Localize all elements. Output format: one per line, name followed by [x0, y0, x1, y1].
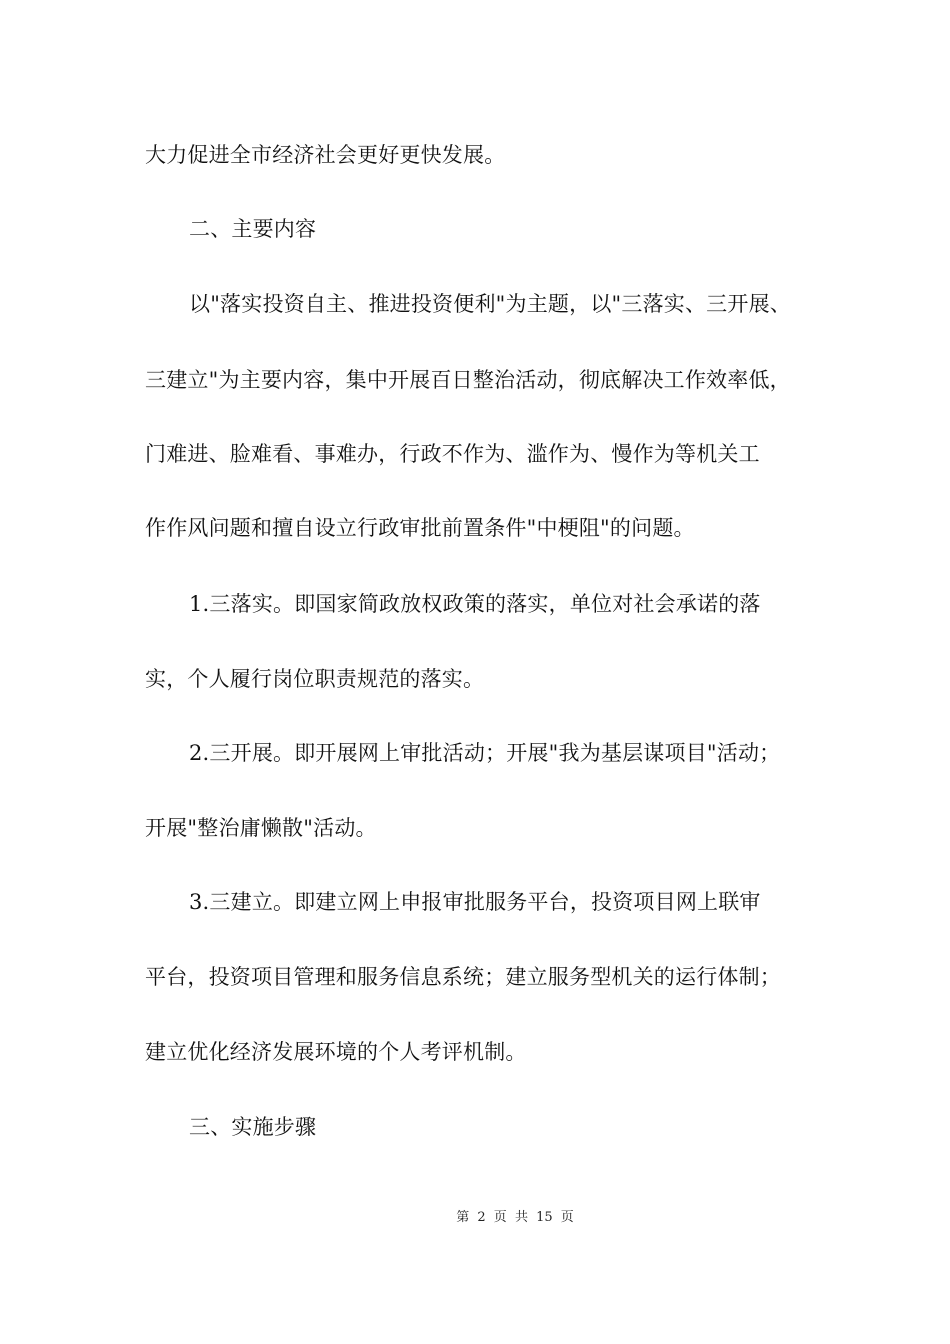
- list-item-line: 平台，投资项目管理和服务信息系统；建立服务型机关的运行体制；: [145, 965, 781, 989]
- list-item-line: 实，个人履行岗位职责规范的落实。: [145, 667, 485, 691]
- list-item-line: 2.三开展。即开展网上审批活动；开展"我为基层谋项目"活动；: [189, 741, 781, 765]
- section-heading: 三、实施步骤: [189, 1115, 317, 1139]
- paragraph-line: 大力促进全市经济社会更好更快发展。: [145, 143, 506, 167]
- footer-suffix: 页: [560, 1210, 574, 1225]
- page-footer: [0, 1209, 950, 1227]
- list-item-line: 1.三落实。即国家简政放权政策的落实，单位对社会承诺的落: [189, 592, 761, 616]
- footer-current-page: 2: [477, 1210, 486, 1225]
- footer-prefix: 第: [456, 1210, 470, 1225]
- paragraph-line: 以"落实投资自主、推进投资便利"为主题，以"三落实、三开展、: [189, 292, 791, 316]
- section-heading: 二、主要内容: [189, 217, 317, 241]
- paragraph-line: 门难进、脸难看、事难办，行政不作为、滥作为、慢作为等机关工: [145, 442, 760, 466]
- list-item-line: 开展"整治庸懒散"活动。: [145, 816, 377, 840]
- footer-total-word: 共: [514, 1210, 528, 1225]
- paragraph-line: 三建立"为主要内容，集中开展百日整治活动，彻底解决工作效率低，: [145, 368, 791, 392]
- footer-total-pages: 15: [536, 1210, 553, 1225]
- footer-page-word: 页: [493, 1210, 507, 1225]
- list-item-line: 建立优化经济发展环境的个人考评机制。: [145, 1040, 527, 1064]
- list-item-line: 3.三建立。即建立网上申报审批服务平台，投资项目网上联审: [189, 890, 761, 914]
- paragraph-line: 作作风问题和擅自设立行政审批前置条件"中梗阻"的问题。: [145, 516, 695, 540]
